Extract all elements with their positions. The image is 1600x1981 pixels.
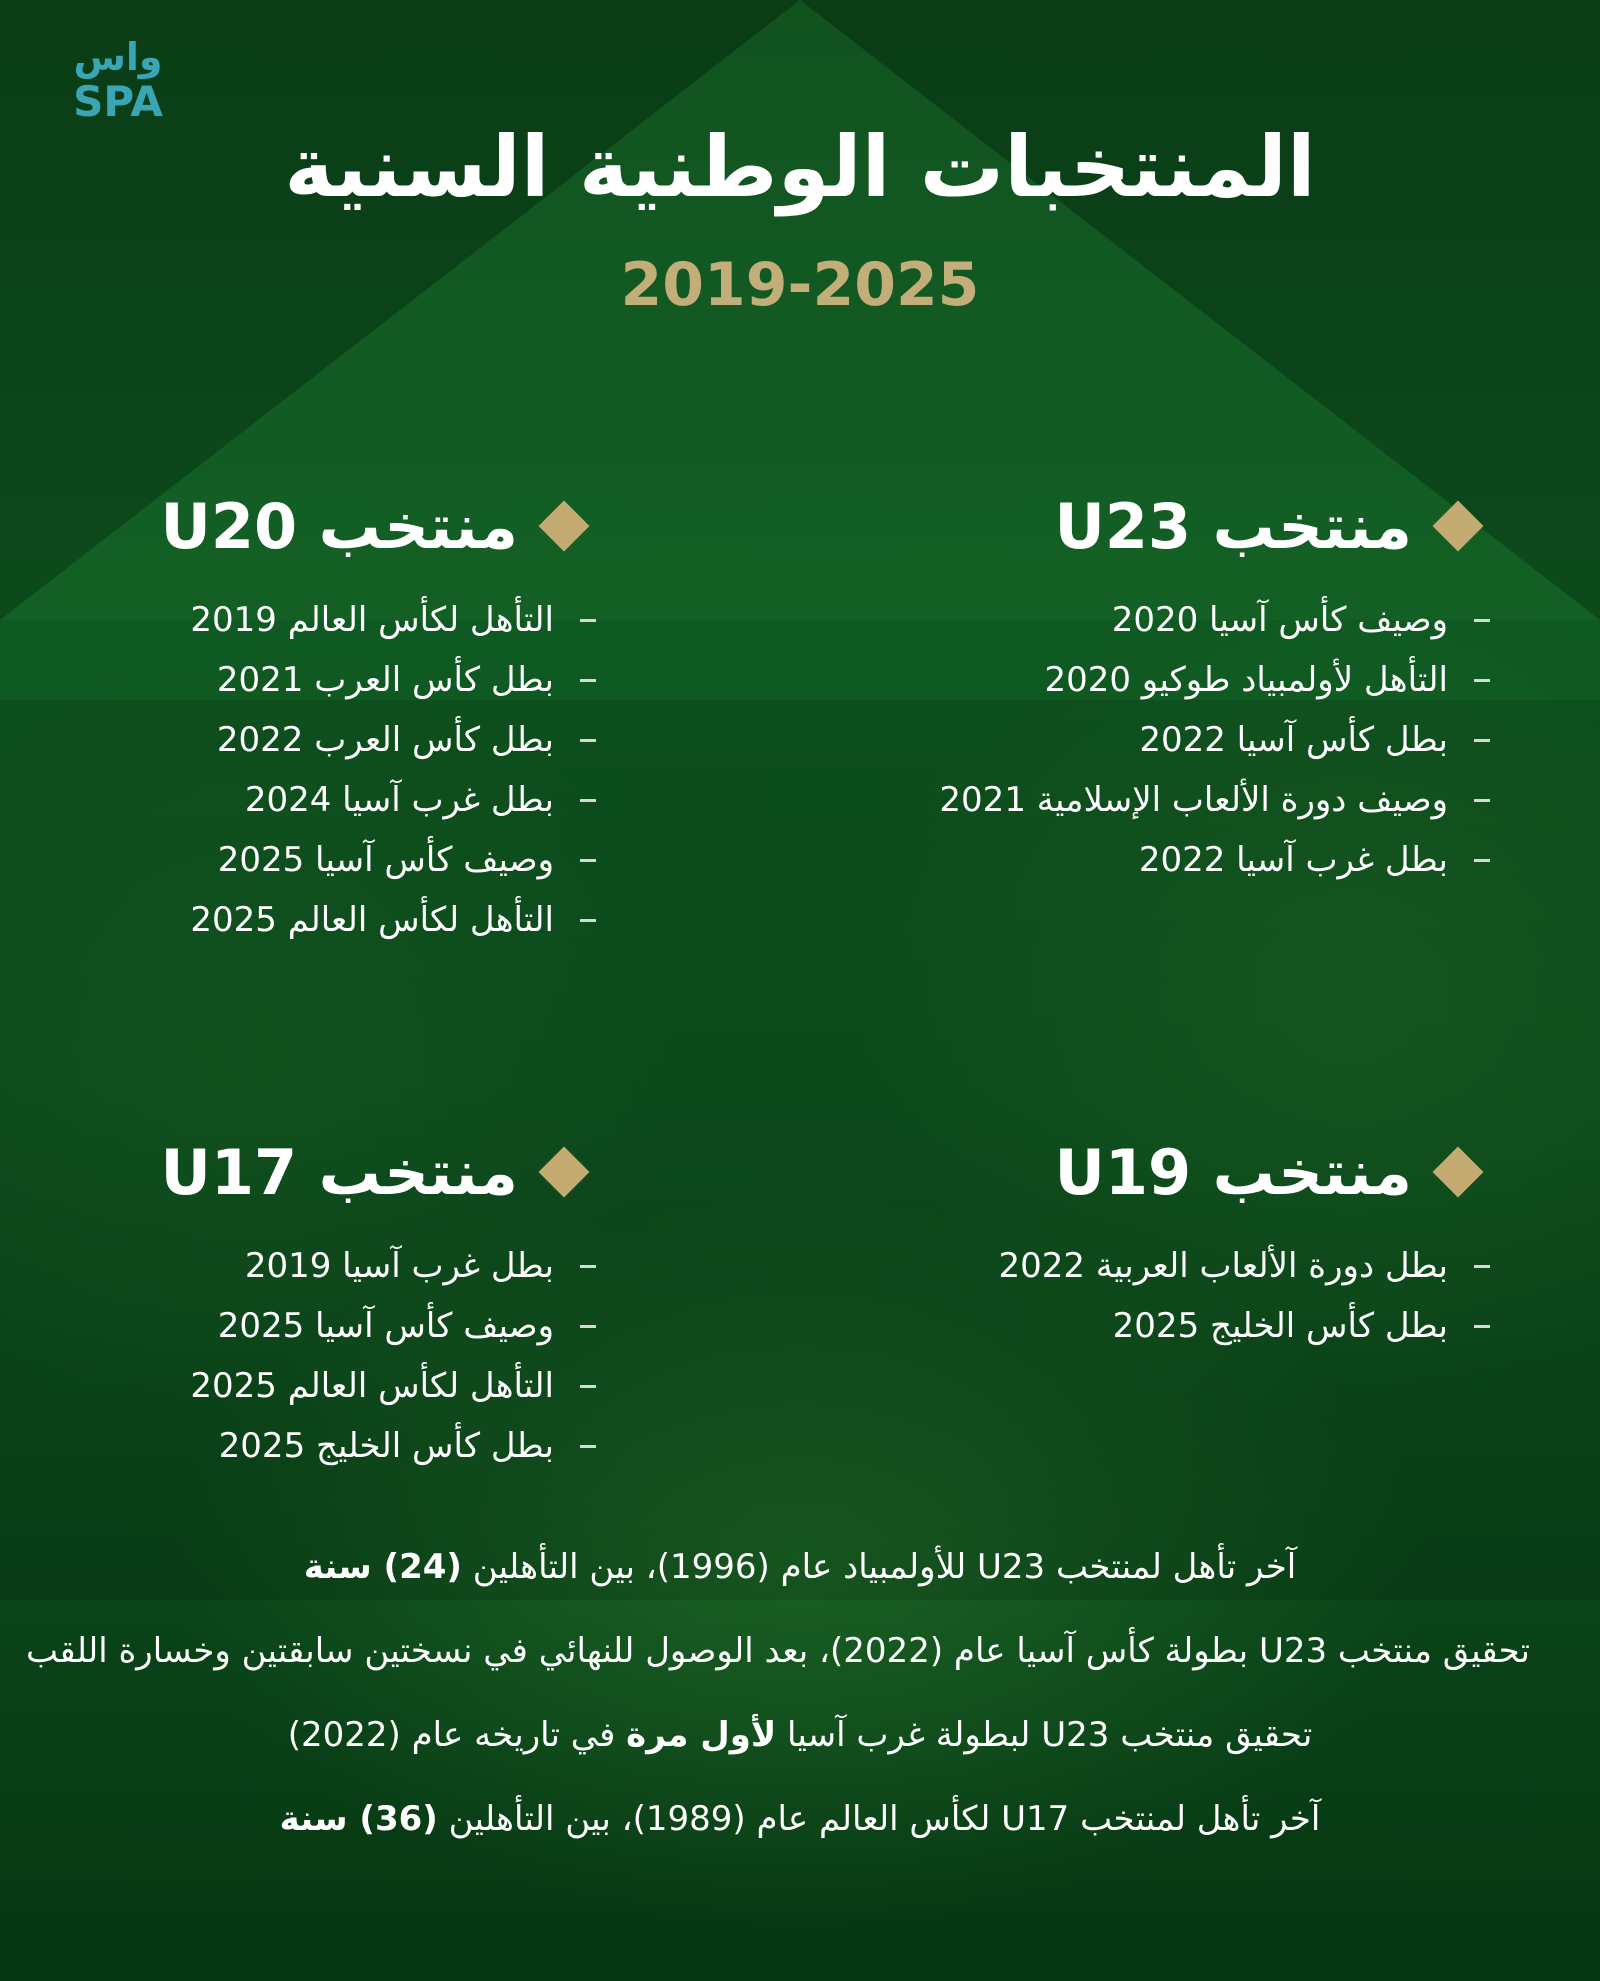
dash-bullet-icon: [580, 1265, 596, 1268]
fact-text: آخر تأهل لمنتخب U23 للأولمبياد عام (1996)، بين التأهلين: [461, 1547, 1297, 1587]
page-title: المنتخبات الوطنية السنية: [284, 118, 1316, 216]
list-item: [160, 1356, 596, 1416]
team-u20-title: منتخب U20: [160, 489, 518, 563]
team-u19-list: [998, 1236, 1490, 1356]
fact-line: [70, 1777, 1530, 1861]
dash-bullet-icon: [1474, 739, 1490, 742]
list-item-text: بطل غرب آسيا 2024: [244, 780, 554, 820]
list-item: [939, 830, 1490, 890]
dash-bullet-icon: [580, 919, 596, 922]
team-u23: [939, 486, 1490, 890]
list-item-text: بطل كأس الخليج 2025: [1112, 1306, 1448, 1346]
list-item-text: بطل كأس آسيا 2022: [1139, 720, 1448, 760]
list-item: [998, 1236, 1490, 1296]
list-item-text: وصيف دورة الألعاب الإسلامية 2021: [939, 780, 1448, 820]
list-item-text: بطل دورة الألعاب العربية 2022: [998, 1246, 1448, 1286]
list-item-text: التأهل لكأس العالم 2025: [190, 1366, 554, 1406]
dash-bullet-icon: [1474, 619, 1490, 622]
list-item-text: بطل غرب آسيا 2019: [244, 1246, 554, 1286]
team-u17: [160, 1132, 596, 1476]
list-item-text: بطل كأس الخليج 2025: [218, 1426, 554, 1466]
list-item-text: التأهل لأولمبياد طوكيو 2020: [1044, 660, 1448, 700]
team-u19-title: منتخب U19: [1054, 1135, 1412, 1209]
list-item: [160, 710, 596, 770]
fact-text-after: في تاريخه عام (2022): [287, 1715, 627, 1755]
list-item-text: بطل غرب آسيا 2022: [1138, 840, 1448, 880]
fact-line: [70, 1693, 1530, 1777]
fact-text: تحقيق منتخب U23 لبطولة غرب آسيا: [776, 1715, 1313, 1755]
list-item: [160, 770, 596, 830]
list-item: [160, 1236, 596, 1296]
list-item: [160, 1296, 596, 1356]
list-item-text: وصيف كأس آسيا 2020: [1111, 600, 1448, 640]
list-item: [160, 830, 596, 890]
list-item: [998, 1296, 1490, 1356]
dash-bullet-icon: [580, 619, 596, 622]
team-u17-list: [160, 1236, 596, 1476]
list-item-text: وصيف كأس آسيا 2025: [217, 1306, 554, 1346]
fact-text: تحقيق منتخب U23 بطولة كأس آسيا عام (2022)، بعد الوصول للنهائي في نسختين سابقتين وخسارة اللقب: [26, 1631, 1530, 1671]
fact-bold: لأول مرة: [626, 1715, 777, 1755]
dash-bullet-icon: [580, 799, 596, 802]
dash-bullet-icon: [580, 1325, 596, 1328]
fact-line: [70, 1525, 1530, 1609]
logo-text-bottom: SPA: [73, 77, 163, 126]
diamond-bullet-icon: [1433, 501, 1484, 552]
diamond-bullet-icon: [1433, 1147, 1484, 1198]
team-u20-list: [160, 590, 596, 950]
dash-bullet-icon: [580, 1445, 596, 1448]
dash-bullet-icon: [1474, 799, 1490, 802]
list-item: [939, 770, 1490, 830]
fact-line: [26, 1609, 1530, 1693]
list-item: [160, 650, 596, 710]
palm-swords-emblem-icon: [48, 30, 188, 126]
list-item-text: التأهل لكأس العالم 2025: [190, 900, 554, 940]
diamond-bullet-icon: [539, 1147, 590, 1198]
spa-logo: [48, 30, 188, 126]
team-u23-title: منتخب U23: [1054, 489, 1412, 563]
dash-bullet-icon: [580, 1385, 596, 1388]
list-item-text: بطل كأس العرب 2021: [216, 660, 554, 700]
facts-section: [26, 1525, 1530, 1861]
list-item-text: وصيف كأس آسيا 2025: [217, 840, 554, 880]
logo-text-top: واس: [73, 35, 163, 79]
list-item: [160, 590, 596, 650]
dash-bullet-icon: [580, 679, 596, 682]
dash-bullet-icon: [1474, 859, 1490, 862]
fact-bold: (36) سنة: [279, 1799, 438, 1839]
dash-bullet-icon: [1474, 679, 1490, 682]
team-u19: [998, 1132, 1490, 1356]
list-item: [939, 590, 1490, 650]
fact-text: آخر تأهل لمنتخب U17 لكأس العالم عام (1989)، بين التأهلين: [437, 1799, 1321, 1839]
team-u20: [160, 486, 596, 950]
team-u17-title: منتخب U17: [160, 1135, 518, 1209]
list-item-text: بطل كأس العرب 2022: [216, 720, 554, 760]
dash-bullet-icon: [1474, 1325, 1490, 1328]
team-u17-header: [160, 1132, 596, 1212]
year-range: 2019-2025: [620, 250, 980, 320]
dash-bullet-icon: [580, 859, 596, 862]
list-item: [939, 650, 1490, 710]
list-item: [160, 890, 596, 950]
diamond-bullet-icon: [539, 501, 590, 552]
team-u23-header: [939, 486, 1490, 566]
team-u23-list: [939, 590, 1490, 890]
dash-bullet-icon: [580, 739, 596, 742]
fact-bold: (24) سنة: [303, 1547, 462, 1587]
dash-bullet-icon: [1474, 1265, 1490, 1268]
list-item-text: التأهل لكأس العالم 2019: [190, 600, 554, 640]
team-u20-header: [160, 486, 596, 566]
list-item: [939, 710, 1490, 770]
team-u19-header: [998, 1132, 1490, 1212]
list-item: [160, 1416, 596, 1476]
